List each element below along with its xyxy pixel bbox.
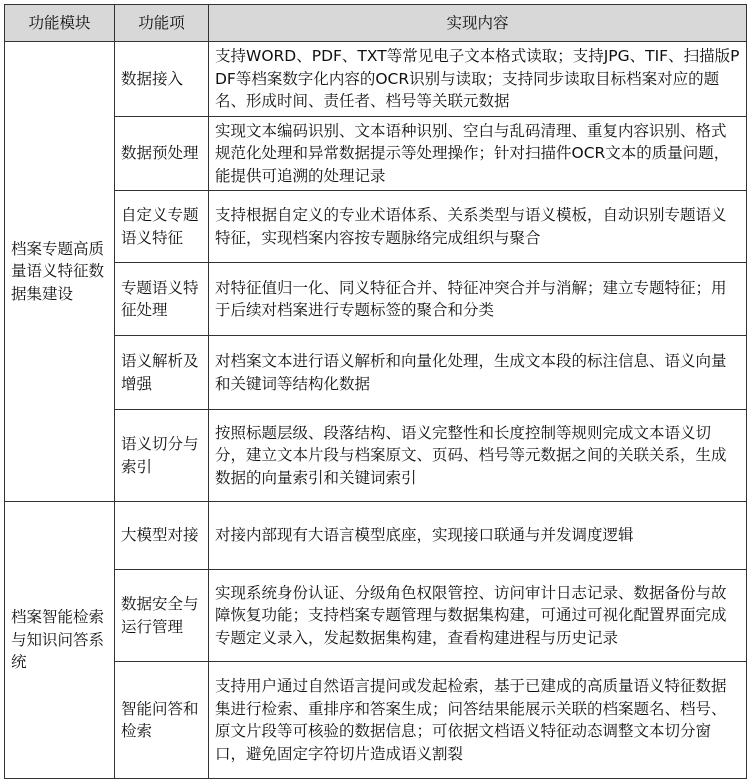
table-row — [5, 336, 747, 410]
content-cell: 支持根据自定义的专业术语体系、关系类型与语义模板，自动识别专题语义特征，实现档案内容按专题脉络完成组织与聚合 — [209, 191, 747, 263]
table-row — [5, 116, 747, 191]
content-cell: 支持WORD、PDF、TXT等常见电子文本格式读取；支持JPG、TIF、扫描版PDF等档案数字化内容的OCR识别与读取；支持同步读取目标档案对应的题名、形成时间、责任者、档号等关联元数据 — [209, 42, 747, 117]
table-header-row — [5, 5, 747, 42]
item-cell: 智能问答和检索 — [115, 662, 209, 779]
header-module: 功能模块 — [5, 5, 115, 42]
item-cell: 数据预处理 — [115, 116, 209, 191]
item-cell: 大模型对接 — [115, 502, 209, 570]
feature-table — [4, 4, 747, 779]
item-cell: 数据安全与运行管理 — [115, 570, 209, 662]
content-cell: 对接内部现有大语言模型底座，实现接口联通与并发调度逻辑 — [209, 502, 747, 570]
item-cell: 语义解析及增强 — [115, 336, 209, 410]
header-item: 功能项 — [115, 5, 209, 42]
table-row — [5, 191, 747, 263]
content-cell: 对档案文本进行语义解析和向量化处理，生成文本段的标注信息、语义向量和关键词等结构化数据 — [209, 336, 747, 410]
item-cell: 专题语义特征处理 — [115, 263, 209, 336]
table-row — [5, 263, 747, 336]
content-cell: 实现文本编码识别、文本语种识别、空白与乱码清理、重复内容识别、格式规范化处理和异常数据提示等处理操作；针对扫描件OCR文本的质量问题，能提供可追溯的处理记录 — [209, 116, 747, 191]
table-row — [5, 502, 747, 570]
item-cell: 数据接入 — [115, 42, 209, 117]
table-row — [5, 570, 747, 662]
table-row — [5, 42, 747, 117]
table-row — [5, 410, 747, 502]
item-cell: 自定义专题语义特征 — [115, 191, 209, 263]
module-cell: 档案智能检索与知识问答系统 — [5, 502, 115, 779]
content-cell: 支持用户通过自然语言提问或发起检索，基于已建成的高质量语义特征数据集进行检索、重排序和答案生成；问答结果能展示关联的档案题名、档号、原文片段等可核验的数据信息；可依据文档语义特征动态调整文本切分窗口，避免固定字符切片造成语义割裂 — [209, 662, 747, 779]
header-content: 实现内容 — [209, 5, 747, 42]
content-cell: 实现系统身份认证、分级角色权限管控、访问审计日志记录、数据备份与故障恢复功能；支持档案专题管理与数据集构建，可通过可视化配置界面完成专题定义录入，发起数据集构建，查看构建进程与历史记录 — [209, 570, 747, 662]
module-cell: 档案专题高质量语义特征数据集建设 — [5, 42, 115, 502]
table-row — [5, 662, 747, 779]
content-cell: 按照标题层级、段落结构、语义完整性和长度控制等规则完成文本语义切分，建立文本片段与档案原文、页码、档号等元数据之间的关联关系，生成数据的向量索引和关键词索引 — [209, 410, 747, 502]
item-cell: 语义切分与索引 — [115, 410, 209, 502]
content-cell: 对特征值归一化、同义特征合并、特征冲突合并与消解；建立专题特征；用于后续对档案进行专题标签的聚合和分类 — [209, 263, 747, 336]
